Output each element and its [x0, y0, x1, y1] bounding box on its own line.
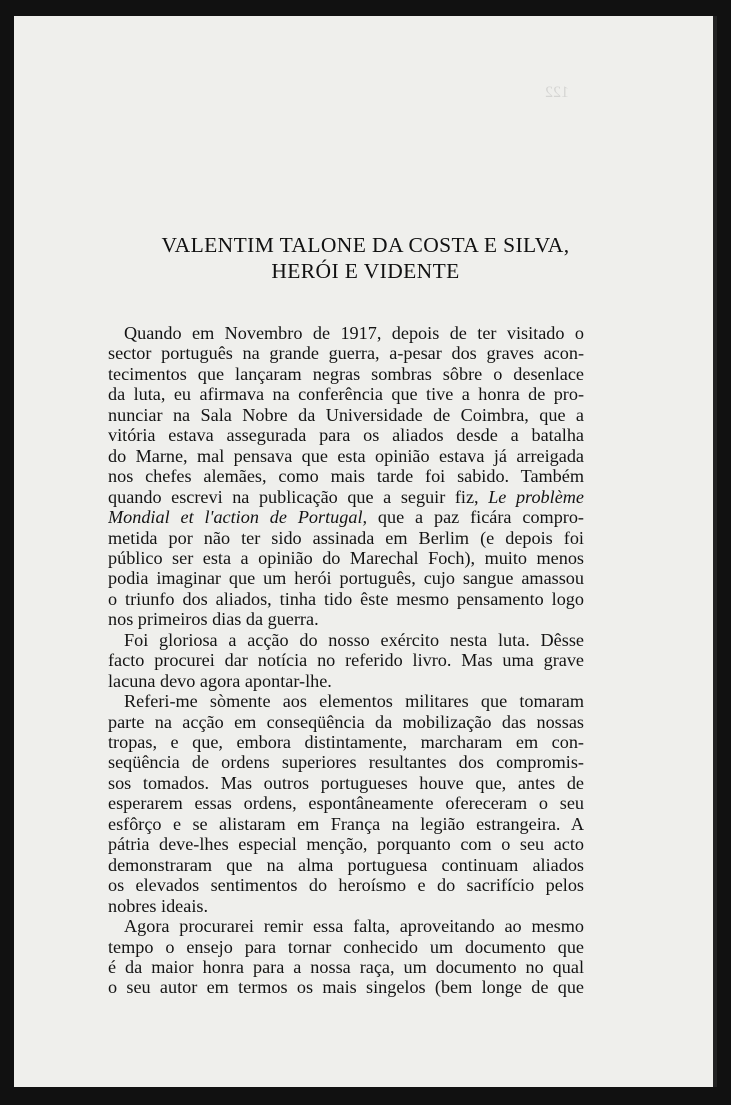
text-line: nunciar na Sala Nobre da Universidade de Coimbra, que a [108, 405, 584, 425]
text-line: tropas, e que, embora distintamente, marcharam em con- [108, 733, 584, 752]
text-line: esperarem essas ordens, espontâneamente ofereceram o seu [108, 794, 584, 814]
text-line: pátria deve-lhes especial menção, porquanto com o seu acto [108, 835, 584, 855]
text-line: quando escrevi na publicação que a seguir fiz, Le problème [108, 487, 584, 507]
text-line: esfôrço e se alistaram em França na legião estrangeira. A [108, 814, 584, 834]
text-line: nos primeiros dias da guerra. [108, 610, 319, 630]
text-line: seqüência de ordens superiores resultantes dos compromis- [108, 753, 584, 773]
text-line: nobres ideais. [108, 896, 209, 916]
text-line: podia imaginar que um herói português, cujo sangue amassou [108, 569, 584, 589]
text-line: Referi-me sòmente aos elementos militares que tomaram [124, 692, 584, 712]
text-line: tecimentos que lançaram negras sombras sôbre o desenlace [108, 364, 584, 384]
text-line: nos chefes alemães, como mais tarde foi sabido. Também [108, 467, 584, 487]
bleed-through-page-number: 122 [545, 84, 569, 101]
text-line: o seu autor em termos os mais singelos (bem longe de que [108, 978, 584, 998]
text-line: metida por não ter sido assinada em Berlim (e depois foi [108, 528, 584, 548]
text-line: o triunfo dos aliados, tinha tido êste mesmo pensamento logo [108, 589, 584, 609]
text-line: demonstraram que na alma portuguesa continuam aliados [108, 855, 584, 875]
book-title-italic: Mondial et l'action de Portugal, [108, 508, 368, 528]
book-title-italic: Le problème [488, 487, 584, 507]
text-line: Agora procurarei remir essa falta, aproveitando ao mesmo [124, 917, 584, 937]
text-line: da luta, eu afirmava na conferência que tive a honra de pro- [108, 385, 584, 405]
text-line: lacuna devo agora apontar-lhe. [108, 671, 332, 691]
article-title [0, 232, 731, 284]
title-line-2: HERÓI E VIDENTE [271, 259, 460, 283]
text-line: sector português na grande guerra, a-pesar dos graves acon- [108, 344, 584, 364]
text-line: os elevados sentimentos do heroísmo e do sacrifício pelos [108, 876, 584, 896]
text-line: público ser esta a opinião do Marechal Foch), muito menos [108, 548, 584, 568]
title-line-1: VALENTIM TALONE DA COSTA E SILVA, [161, 233, 570, 257]
text-line: é da maior honra para a nossa raça, um documento no qual [108, 957, 584, 977]
text-line: facto procurei dar notícia no referido livro. Mas uma grave [108, 651, 584, 671]
text-line: Quando em Novembro de 1917, depois de ter visitado o [124, 324, 584, 343]
text-line: parte na acção em conseqüência da mobilização das nossas [108, 712, 584, 732]
text-line: tempo o ensejo para tornar conhecido um documento que [108, 937, 584, 957]
text-line: do Marne, mal pensava que esta opinião estava já arreigada [108, 446, 584, 466]
text-line: sos tomados. Mas outros portugueses houve que, antes de [108, 773, 584, 793]
text-line: Mondial et l'action de Portugal, que a paz ficára compro- [108, 508, 584, 528]
text-line: Foi gloriosa a acção do nosso exército nesta luta. Dêsse [124, 630, 584, 650]
text-line: vitória estava assegurada para os aliados desde a batalha [108, 426, 584, 446]
